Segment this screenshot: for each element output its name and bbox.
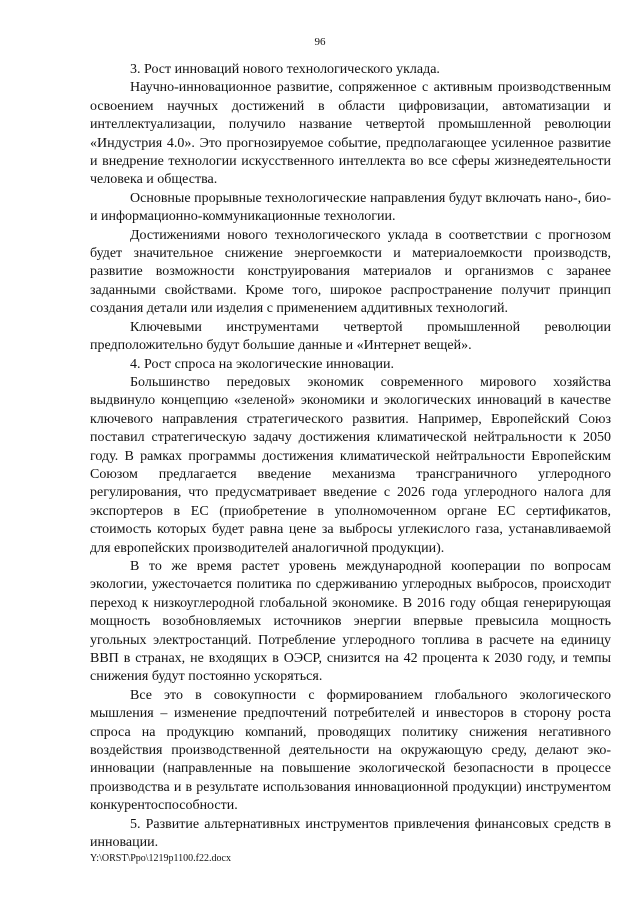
heading-item-5: 5. Развитие альтернативных инструментов привлечения финансовых средств в инновации. <box>90 816 611 851</box>
paragraph-eco-innovations: Все это в совокупности с формированием глобального экологического мышления – изменение предпочтений потребителей и инвесторов в сторону роста спроса на продукцию компаний, проводящих политику снижения негативного воздействия производственной деятельности на окружающую среду, делают эко-инновации (направленные на повышение экологической безопасности в процессе производства и в результате использования инновационной продукции) инструментом конкурентоспособности. <box>90 687 611 814</box>
paragraph-industry-4: Научно-инновационное развитие, сопряженное с активным производственным освоением научных достижений в области цифровизации, автоматизации и интеллектуализации, получило название четвертой промышленной революции «Индустрия 4.0». Это прогнозируемое событие, предполагающее усиленное развитие и внедрение технологии искусственного интеллекта во все сферы жизнедеятельности человека и общества. <box>90 80 611 188</box>
paragraph-cooperation: В то же время растет уровень международной кооперации по вопросам экологии, ужесточается политика по сдерживанию углеродных выбросов, происходит переход к низкоуглеродной глобальной экономике. В 2016 году общая генерирующая мощность возобновляемых источников энергии впервые превысила мощность угольных электростанций. Потребление углеродного топлива в расчете на единицу ВВП в странах, не входящих в ОЭСР, снизится на 42 процента к 2030 году, и темпы снижения будут постоянно ускоряться. <box>90 558 611 685</box>
paragraph-technologies: Основные прорывные технологические направления будут включать нано-, био- и информационно-коммуникационные технологии. <box>90 190 611 225</box>
page-number: 96 <box>314 36 326 48</box>
heading-item-4: 4. Рост спроса на экологические инновации. <box>130 356 395 372</box>
paragraph-achievements: Достижениями нового технологического уклада в соответствии с прогнозом будет значительное снижение энергоемкости и материалоемкости производств, развитие возможности конструирования материалов и организмов с заранее заданными свойствами. Кроме того, широкое распространение получит принцип создания детали или изделия с применением аддитивных технологий. <box>90 227 611 317</box>
footer-file-path: Y:\ORST\Ppo\1219p1100.f22.docx <box>90 853 231 864</box>
paragraph-green-economy: Большинство передовых экономик современного мирового хозяйства выдвинуло концепцию «зеленой» экономики и экологических инноваций в качестве ключевого направления стратегического развития. Например, Европейский Союз поставил стратегическую задачу достижения климатической нейтральности к 2050 году. В рамках программы достижения климатической нейтральности Европейским Союзом предлагается введение механизма трансграничного углеродного регулирования, что предусматривает введение с 2026 года углеродного налога для экспортеров в ЕС (приобретение в уполномоченном органе ЕС сертификатов, стоимость которых будет равна цене за выбросы углекислого газа, устанавливаемой для европейских производителей аналогичной продукции). <box>90 374 611 556</box>
paragraph-key-tools: Ключевыми инструментами четвертой промышленной революции предположительно будут большие данные и «Интернет вещей». <box>90 319 611 354</box>
document-body <box>90 61 611 852</box>
heading-item-3: 3. Рост инноваций нового технологического уклада. <box>130 62 440 77</box>
